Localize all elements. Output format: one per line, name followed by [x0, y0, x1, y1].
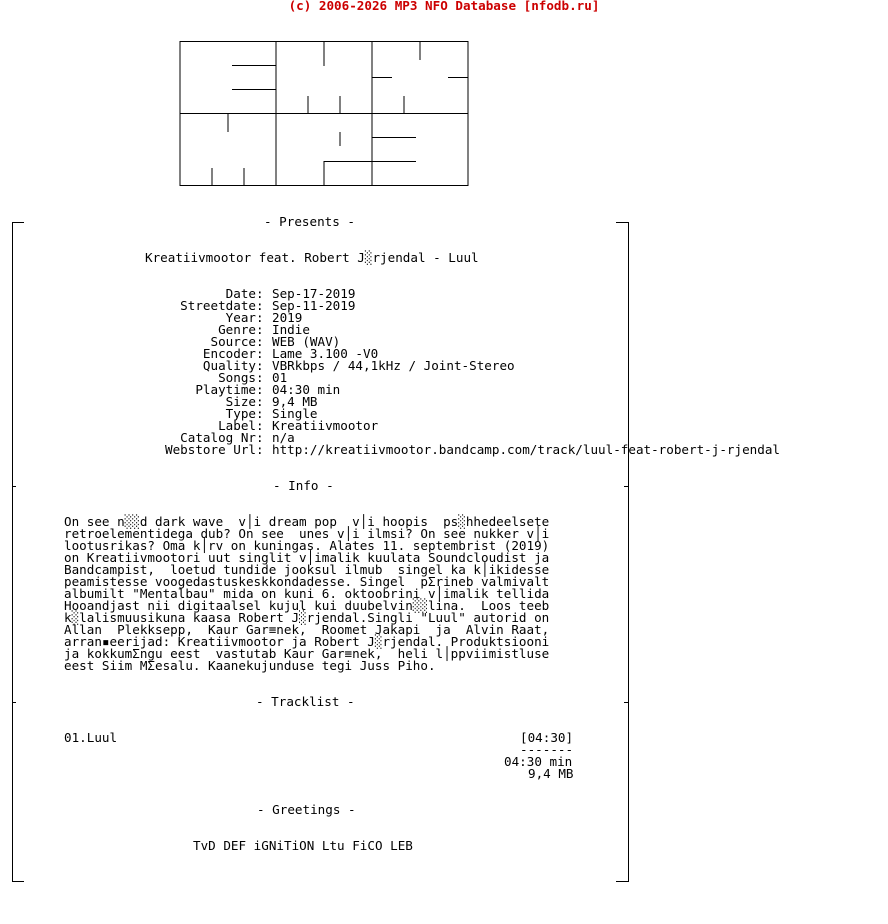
info-line: albumilt "Mentalbau" mida on kuni 6. oktoobrini v│imalik tellida — [64, 586, 550, 601]
detail-label: Year — [225, 310, 256, 325]
detail-separator: : — [256, 322, 264, 337]
detail-label: Webstore Url — [165, 442, 256, 457]
detail-label: Encoder — [202, 346, 256, 361]
presents-heading: - Presents - — [264, 214, 355, 229]
detail-separator: : — [256, 370, 264, 385]
detail-label: Playtime — [195, 382, 256, 397]
total-separator: ------- — [520, 742, 574, 757]
detail-value: n/a — [272, 430, 295, 445]
info-heading: - Info - — [273, 478, 334, 493]
detail-row — [0, 288, 888, 300]
detail-row — [0, 444, 888, 456]
info-line: On see n░░d dark wave v│i dream pop v│i hoopis ps░hhedeelsete — [64, 514, 550, 529]
detail-row — [0, 420, 888, 432]
track-time: [04:30] — [520, 730, 574, 745]
detail-value: VBRkbps / 44,1kHz / Joint-Stereo — [272, 358, 515, 373]
greetings-text: TvD DEF iGNiTiON Ltu FiCO LEB — [193, 838, 413, 853]
detail-separator: : — [256, 298, 264, 313]
detail-value: 01 — [272, 370, 288, 385]
detail-row — [0, 300, 888, 312]
total-size: 9,4 MB — [528, 766, 574, 781]
detail-label: Catalog Nr — [180, 430, 256, 445]
detail-value: http://kreatiivmootor.bandcamp.com/track/luul-feat-robert-j-rjendal — [272, 442, 780, 457]
info-line: Bandcampist, loetud tundide jooksul ilmub singel ka k│ikidesse — [64, 562, 550, 577]
detail-separator: : — [256, 382, 264, 397]
info-line: retroelementidega dub? On see unes v│i ilmsi? On see nukker v│i — [64, 526, 550, 541]
info-line: lootusrikas? Oma k│rv on kuningas. Alates 11. septembrist (2019) — [64, 538, 550, 553]
detail-label: Source — [210, 334, 256, 349]
info-line: eest Siim MΣesalu. Kaanekujunduse tegi Juss Piho. — [64, 658, 436, 673]
copyright-banner: (c) 2006-2026 MP3 NFO Database [nfodb.ru] — [288, 0, 600, 13]
detail-separator: : — [256, 358, 264, 373]
detail-value: Kreatiivmootor — [272, 418, 379, 433]
detail-row — [0, 396, 888, 408]
detail-value: Single — [272, 406, 318, 421]
detail-separator: : — [256, 406, 264, 421]
detail-row — [0, 372, 888, 384]
detail-separator: : — [256, 442, 264, 457]
detail-row — [0, 408, 888, 420]
detail-value: 04:30 min — [272, 382, 341, 397]
detail-label: Quality — [202, 358, 256, 373]
release-title: Kreatiivmootor feat. Robert J░rjendal - Luul — [145, 250, 479, 265]
detail-label: Date — [225, 286, 256, 301]
detail-value: 9,4 MB — [272, 394, 318, 409]
total-time: 04:30 min — [504, 754, 573, 769]
detail-label: Streetdate — [180, 298, 256, 313]
detail-separator: : — [256, 394, 264, 409]
track-name: 01.Luul — [64, 730, 118, 745]
detail-row — [0, 384, 888, 396]
tracklist-heading: - Tracklist - — [256, 694, 355, 709]
detail-row — [0, 324, 888, 336]
detail-row — [0, 336, 888, 348]
info-line: on Kreatiivmootori uut singlit v│imalik kuulata Soundcloudist ja — [64, 550, 550, 565]
info-line: ja kokkumΣngu eest vastutab Kaur Gar≡nek, heli l│ppviimistluse — [64, 646, 550, 661]
info-text — [64, 516, 549, 672]
detail-value: Lame 3.100 -V0 — [272, 346, 379, 361]
detail-label: Label — [218, 418, 256, 433]
detail-row — [0, 312, 888, 324]
detail-separator: : — [256, 334, 264, 349]
info-line: Hooandjast nii digitaalsel kujul kui duubelvin░░lina. Loos teeb — [64, 598, 550, 613]
info-line: arran▪eerijad: Kreatiivmootor ja Robert J░rjendal. Produktsiooni — [64, 634, 550, 649]
detail-value: Sep-17-2019 — [272, 286, 356, 301]
info-line: k░lalismuusikuna kaasa Robert J░rjendal.Singli "Luul" autorid on — [64, 610, 550, 625]
detail-separator: : — [256, 346, 264, 361]
detail-label: Size — [225, 394, 256, 409]
detail-value: 2019 — [272, 310, 303, 325]
detail-label: Songs — [218, 370, 256, 385]
detail-value: Indie — [272, 322, 310, 337]
detail-separator: : — [256, 310, 264, 325]
detail-label: Genre — [218, 322, 256, 337]
info-line: peamistesse voogedastuskeskkondadesse. Singel pΣrineb valmivalt — [64, 574, 550, 589]
detail-separator: : — [256, 286, 264, 301]
detail-separator: : — [256, 418, 264, 433]
detail-row — [0, 360, 888, 372]
detail-value: Sep-11-2019 — [272, 298, 356, 313]
detail-value: WEB (WAV) — [272, 334, 341, 349]
detail-separator: : — [256, 430, 264, 445]
info-line: Allan Plekksepp, Kaur Gar≡nek, Roomet Jakapi ja Alvin Raat, — [64, 622, 550, 637]
detail-label: Type — [225, 406, 256, 421]
greetings-heading: - Greetings - — [257, 802, 356, 817]
